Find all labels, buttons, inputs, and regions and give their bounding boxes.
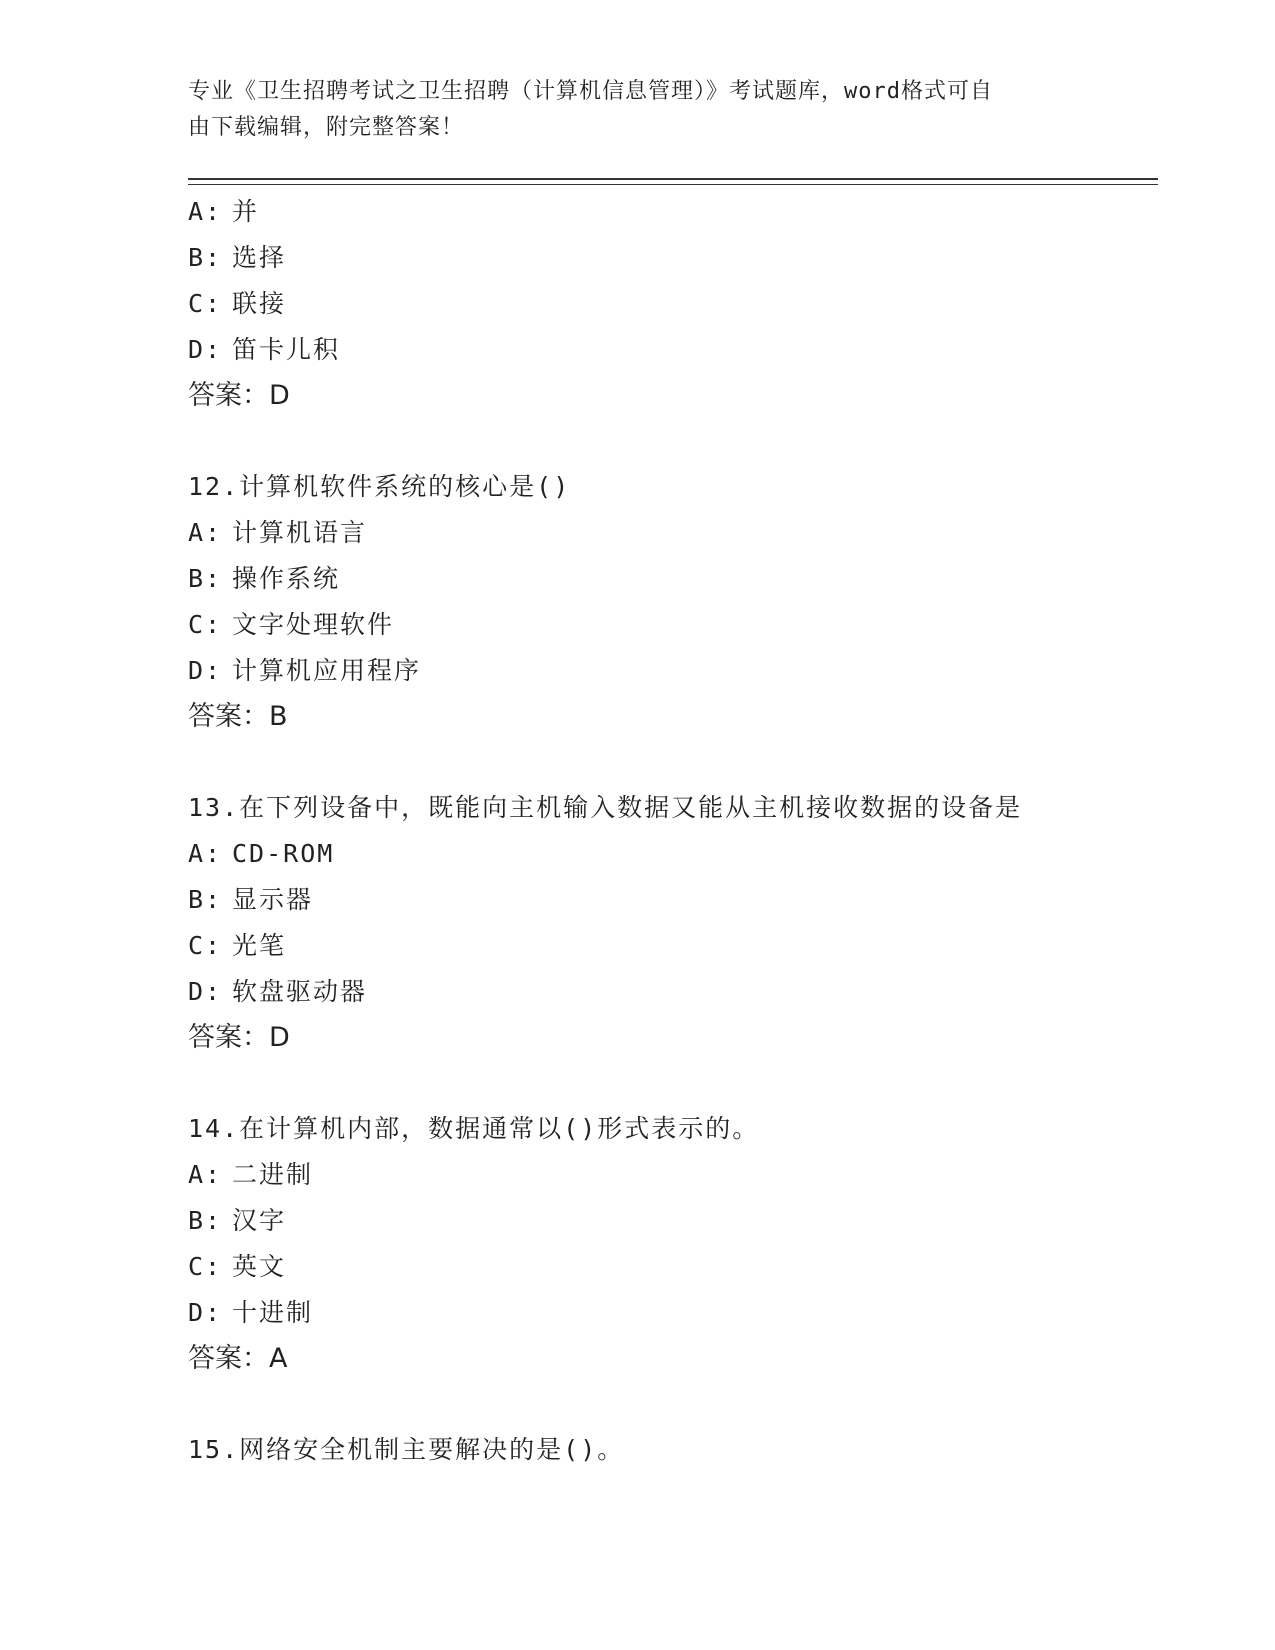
option-text: CD-ROM bbox=[232, 839, 335, 868]
option-a bbox=[188, 1152, 1168, 1198]
option-text: 二进制 bbox=[232, 1160, 314, 1189]
option-a bbox=[188, 831, 1168, 877]
question-text: 15.网络安全机制主要解决的是()。 bbox=[188, 1435, 625, 1464]
question-text: 12.计算机软件系统的核心是() bbox=[188, 472, 571, 501]
option-b bbox=[188, 1198, 1168, 1244]
question-list bbox=[188, 189, 1168, 1473]
option-d bbox=[188, 648, 1168, 694]
option-text: 计算机语言 bbox=[232, 518, 368, 547]
option-label: D: bbox=[188, 1298, 223, 1327]
question-14-block bbox=[188, 1106, 1168, 1382]
option-b bbox=[188, 235, 1168, 281]
header-line-2: 由下载编辑，附完整答案！ bbox=[188, 115, 465, 140]
header-divider-thin bbox=[188, 184, 1158, 185]
option-d bbox=[188, 969, 1168, 1015]
option-text: 光笔 bbox=[232, 931, 287, 960]
option-a bbox=[188, 510, 1168, 556]
answer-line: 答案：A bbox=[188, 1343, 288, 1374]
option-label: D: bbox=[188, 656, 223, 685]
option-text: 并 bbox=[232, 197, 260, 226]
document-header bbox=[188, 74, 1068, 146]
answer-line: 答案：D bbox=[188, 1022, 290, 1053]
option-label: A: bbox=[188, 1160, 223, 1189]
option-label: B: bbox=[188, 885, 223, 914]
header-divider-thick bbox=[188, 178, 1158, 180]
option-label: D: bbox=[188, 977, 223, 1006]
option-d bbox=[188, 1290, 1168, 1336]
option-label: C: bbox=[188, 931, 223, 960]
option-label: A: bbox=[188, 197, 223, 226]
option-text: 笛卡儿积 bbox=[232, 335, 341, 364]
option-label: A: bbox=[188, 518, 223, 547]
question-text: 13.在下列设备中，既能向主机输入数据又能从主机接收数据的设备是 bbox=[188, 793, 1023, 822]
option-d bbox=[188, 327, 1168, 373]
option-label: B: bbox=[188, 1206, 223, 1235]
option-label: C: bbox=[188, 289, 223, 318]
option-b bbox=[188, 556, 1168, 602]
option-label: C: bbox=[188, 610, 223, 639]
option-text: 操作系统 bbox=[232, 564, 341, 593]
option-text: 汉字 bbox=[232, 1206, 287, 1235]
option-text: 选择 bbox=[232, 243, 287, 272]
option-text: 软盘驱动器 bbox=[232, 977, 368, 1006]
option-label: D: bbox=[188, 335, 223, 364]
question-15-block bbox=[188, 1427, 1168, 1473]
header-line-1: 专业《卫生招聘考试之卫生招聘（计算机信息管理）》考试题库，word格式可自 bbox=[188, 79, 993, 104]
option-c bbox=[188, 923, 1168, 969]
option-c bbox=[188, 602, 1168, 648]
option-label: C: bbox=[188, 1252, 223, 1281]
option-label: B: bbox=[188, 564, 223, 593]
spacer bbox=[188, 419, 1168, 464]
option-c bbox=[188, 1244, 1168, 1290]
answer-line: 答案：B bbox=[188, 701, 288, 732]
option-b bbox=[188, 877, 1168, 923]
spacer bbox=[188, 740, 1168, 785]
option-c bbox=[188, 281, 1168, 327]
option-text: 英文 bbox=[232, 1252, 287, 1281]
spacer bbox=[188, 1382, 1168, 1427]
option-text: 显示器 bbox=[232, 885, 314, 914]
spacer bbox=[188, 1061, 1168, 1106]
option-label: B: bbox=[188, 243, 223, 272]
question-12-block bbox=[188, 464, 1168, 740]
question-11-block bbox=[188, 189, 1168, 419]
option-label: A: bbox=[188, 839, 223, 868]
option-text: 十进制 bbox=[232, 1298, 314, 1327]
question-text: 14.在计算机内部，数据通常以()形式表示的。 bbox=[188, 1114, 760, 1143]
option-a bbox=[188, 189, 1168, 235]
answer-line: 答案：D bbox=[188, 380, 290, 411]
option-text: 计算机应用程序 bbox=[232, 656, 422, 685]
option-text: 文字处理软件 bbox=[232, 610, 395, 639]
option-text: 联接 bbox=[232, 289, 287, 318]
question-13-block bbox=[188, 785, 1168, 1061]
